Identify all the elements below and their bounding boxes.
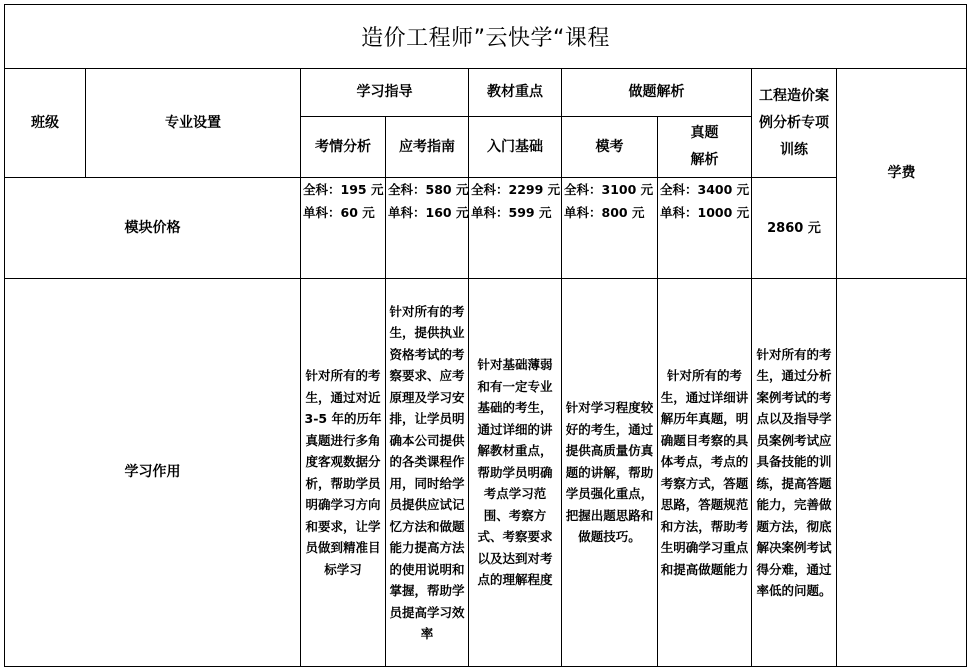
header-exam-guide: 应考指南 bbox=[399, 138, 455, 155]
effect-case-line: 题方法，彻底 bbox=[756, 518, 832, 534]
effect-case-line: 能力，完善做 bbox=[756, 497, 832, 512]
effect-basics-line: 解教材重点， bbox=[477, 443, 553, 459]
effect-exam-guide-line: 忆方法和做题 bbox=[389, 518, 465, 534]
price-mock bbox=[562, 178, 657, 278]
effect-real-line: 生明确学习重点 bbox=[660, 540, 749, 555]
effect-exam-guide bbox=[386, 279, 468, 666]
effect-exam-analysis-line: 针对所有的考 bbox=[305, 368, 381, 383]
price-exam-analysis-single: 单科：60 元 bbox=[303, 205, 375, 220]
effect-case-line: 率低的问题。 bbox=[756, 583, 832, 598]
effect-real-line: 思路，答题规范 bbox=[660, 497, 749, 512]
module-price-label: 模块价格 bbox=[124, 219, 181, 236]
effect-basics-line: 考点学习范 bbox=[483, 486, 547, 502]
price-basics bbox=[469, 178, 561, 278]
study-effect-label: 学习作用 bbox=[124, 464, 181, 480]
effect-exam-analysis-line: 3-5 年的历年 bbox=[304, 411, 382, 426]
effect-case-line: 得分难，通过 bbox=[756, 561, 832, 577]
effect-exam-analysis-line: 明确学习方向 bbox=[305, 497, 381, 512]
effect-real-line: 确题目考察的具 bbox=[660, 432, 749, 448]
effect-basics-line: 基础的考生， bbox=[477, 400, 553, 416]
effect-case-line: 解决案例考试 bbox=[756, 540, 832, 555]
effect-case-line: 员案例考试应 bbox=[756, 432, 832, 448]
effect-real-line: 生，通过详细讲 bbox=[660, 389, 749, 405]
header-real bbox=[658, 117, 751, 177]
price-exam-analysis bbox=[301, 178, 385, 278]
effect-basics-line: 和有一定专业 bbox=[477, 378, 553, 394]
effect-exam-guide-line: 生，提供执业 bbox=[389, 325, 465, 340]
table-title: 造价工程师”云快学“课程 bbox=[361, 26, 610, 51]
effect-real-line: 和方法，帮助考 bbox=[660, 518, 749, 534]
effect-case-line: 具备技能的训 bbox=[756, 454, 832, 469]
price-case: 2860 元 bbox=[767, 220, 821, 236]
effect-basics-line: 围、考察方 bbox=[483, 507, 547, 523]
price-real-all: 全科：3400 元 bbox=[660, 182, 750, 197]
effect-real-line: 考察方式，答题 bbox=[660, 475, 749, 491]
effect-case-line: 针对所有的考 bbox=[756, 346, 832, 362]
effect-basics-line: 点的理解程度 bbox=[477, 572, 553, 588]
effect-mock-line: 提供高质量仿真 bbox=[565, 443, 654, 459]
price-exam-guide bbox=[386, 178, 468, 278]
effect-mock-line: 针对学习程度较 bbox=[565, 400, 654, 416]
effect-basics-line: 以及达到对考 bbox=[477, 550, 553, 566]
effect-exam-analysis-line: 度客观数据分 bbox=[305, 454, 381, 469]
rule-effect-bottom bbox=[4, 666, 967, 667]
header-class: 班级 bbox=[31, 114, 59, 131]
effect-exam-analysis-line: 析，帮助学员 bbox=[305, 475, 381, 491]
effect-real-line: 和提高做题能力 bbox=[660, 561, 749, 577]
effect-case-line: 生，通过分析 bbox=[756, 368, 832, 383]
fee-cell-effect bbox=[837, 279, 966, 666]
effect-basics-line: 针对基础薄弱 bbox=[477, 357, 553, 373]
price-real-single: 单科：1000 元 bbox=[660, 205, 750, 220]
effect-real-line: 针对所有的考 bbox=[666, 368, 742, 383]
effect-exam-analysis-line: 真题进行多角 bbox=[305, 432, 381, 448]
border-right bbox=[966, 4, 967, 667]
effect-exam-guide-line: 排，让学员明 bbox=[389, 411, 465, 426]
effect-case-line: 点以及指导学 bbox=[756, 411, 832, 426]
effect-basics-line: 帮助学员明确 bbox=[477, 464, 553, 480]
effect-exam-guide-line: 察要求、应考 bbox=[389, 368, 465, 383]
effect-exam-guide-line: 针对所有的考 bbox=[389, 303, 465, 319]
header-major: 专业设置 bbox=[165, 114, 221, 131]
effect-exam-guide-line: 资格考试的考 bbox=[389, 346, 465, 362]
header-case-line-2: 例分析专项 bbox=[759, 114, 829, 131]
header-real-line-1: 真题 bbox=[690, 125, 719, 141]
effect-case bbox=[752, 279, 836, 666]
effect-exam-guide-line: 的各类课程作 bbox=[389, 454, 465, 469]
effect-case-line: 案例考试的考 bbox=[756, 389, 832, 405]
effect-exam-guide-line: 员提高学习效 bbox=[389, 604, 465, 620]
header-case-training bbox=[752, 69, 836, 177]
effect-mock-line: 学员强化重点， bbox=[565, 486, 654, 502]
header-real-line-2: 解析 bbox=[690, 152, 719, 168]
price-exam-guide-all: 全科：580 元 bbox=[388, 182, 469, 197]
effect-mock-line: 把握出题思路和 bbox=[565, 507, 654, 523]
effect-exam-analysis-line: 标学习 bbox=[324, 561, 362, 577]
header-study-guide: 学习指导 bbox=[356, 84, 413, 100]
effect-real-line: 体考点，考点的 bbox=[660, 454, 749, 469]
effect-exam-guide-line: 原理及学习安 bbox=[389, 389, 465, 405]
price-real bbox=[658, 178, 751, 278]
price-exam-guide-single: 单科：160 元 bbox=[388, 205, 469, 220]
header-case-line-3: 训练 bbox=[780, 141, 808, 158]
effect-exam-guide-line: 掌握，帮助学 bbox=[389, 583, 465, 598]
price-exam-analysis-all: 全科：195 元 bbox=[303, 182, 384, 197]
effect-exam-guide-line: 确本公司提供 bbox=[389, 432, 465, 448]
effect-mock bbox=[562, 279, 657, 666]
effect-real bbox=[658, 279, 751, 666]
price-basics-all: 全科：2299 元 bbox=[471, 182, 561, 197]
header-basics: 入门基础 bbox=[487, 138, 543, 155]
header-mock: 模考 bbox=[595, 138, 624, 155]
header-textbook: 教材重点 bbox=[487, 84, 543, 100]
effect-exam-analysis-line: 员做到精准目 bbox=[305, 540, 381, 555]
header-exam-analysis: 考情分析 bbox=[315, 138, 371, 155]
effect-exam-guide-line: 员提供应试记 bbox=[389, 497, 465, 512]
effect-exam-guide-line: 用，同时给学 bbox=[389, 475, 465, 491]
effect-real-line: 解历年真题，明 bbox=[660, 411, 749, 426]
effect-basics bbox=[469, 279, 561, 666]
effect-exam-analysis-line: 和要求，让学 bbox=[305, 518, 381, 534]
effect-mock-line: 题的讲解，帮助 bbox=[565, 464, 654, 480]
effect-exam-guide-line: 能力提高方法 bbox=[389, 540, 465, 555]
effect-exam-analysis-line: 生，通过对近 bbox=[305, 389, 381, 405]
price-mock-all: 全科：3100 元 bbox=[564, 182, 654, 197]
header-case-line-1: 工程造价案 bbox=[759, 87, 829, 104]
price-basics-single: 单科：599 元 bbox=[471, 205, 552, 220]
header-fee: 学费 bbox=[887, 165, 916, 181]
header-exercise: 做题解析 bbox=[628, 84, 685, 100]
effect-mock-line: 好的考生，通过 bbox=[565, 421, 654, 437]
effect-mock-line: 做题技巧。 bbox=[578, 529, 641, 545]
effect-case-line: 练，提高答题 bbox=[756, 475, 832, 491]
effect-basics-line: 式、考察要求 bbox=[477, 529, 553, 545]
effect-exam-analysis bbox=[301, 279, 385, 666]
effect-exam-guide-line: 的使用说明和 bbox=[389, 561, 465, 577]
effect-basics-line: 通过详细的讲 bbox=[477, 421, 553, 437]
effect-exam-guide-line: 率 bbox=[420, 626, 434, 641]
price-mock-single: 单科：800 元 bbox=[564, 205, 645, 220]
